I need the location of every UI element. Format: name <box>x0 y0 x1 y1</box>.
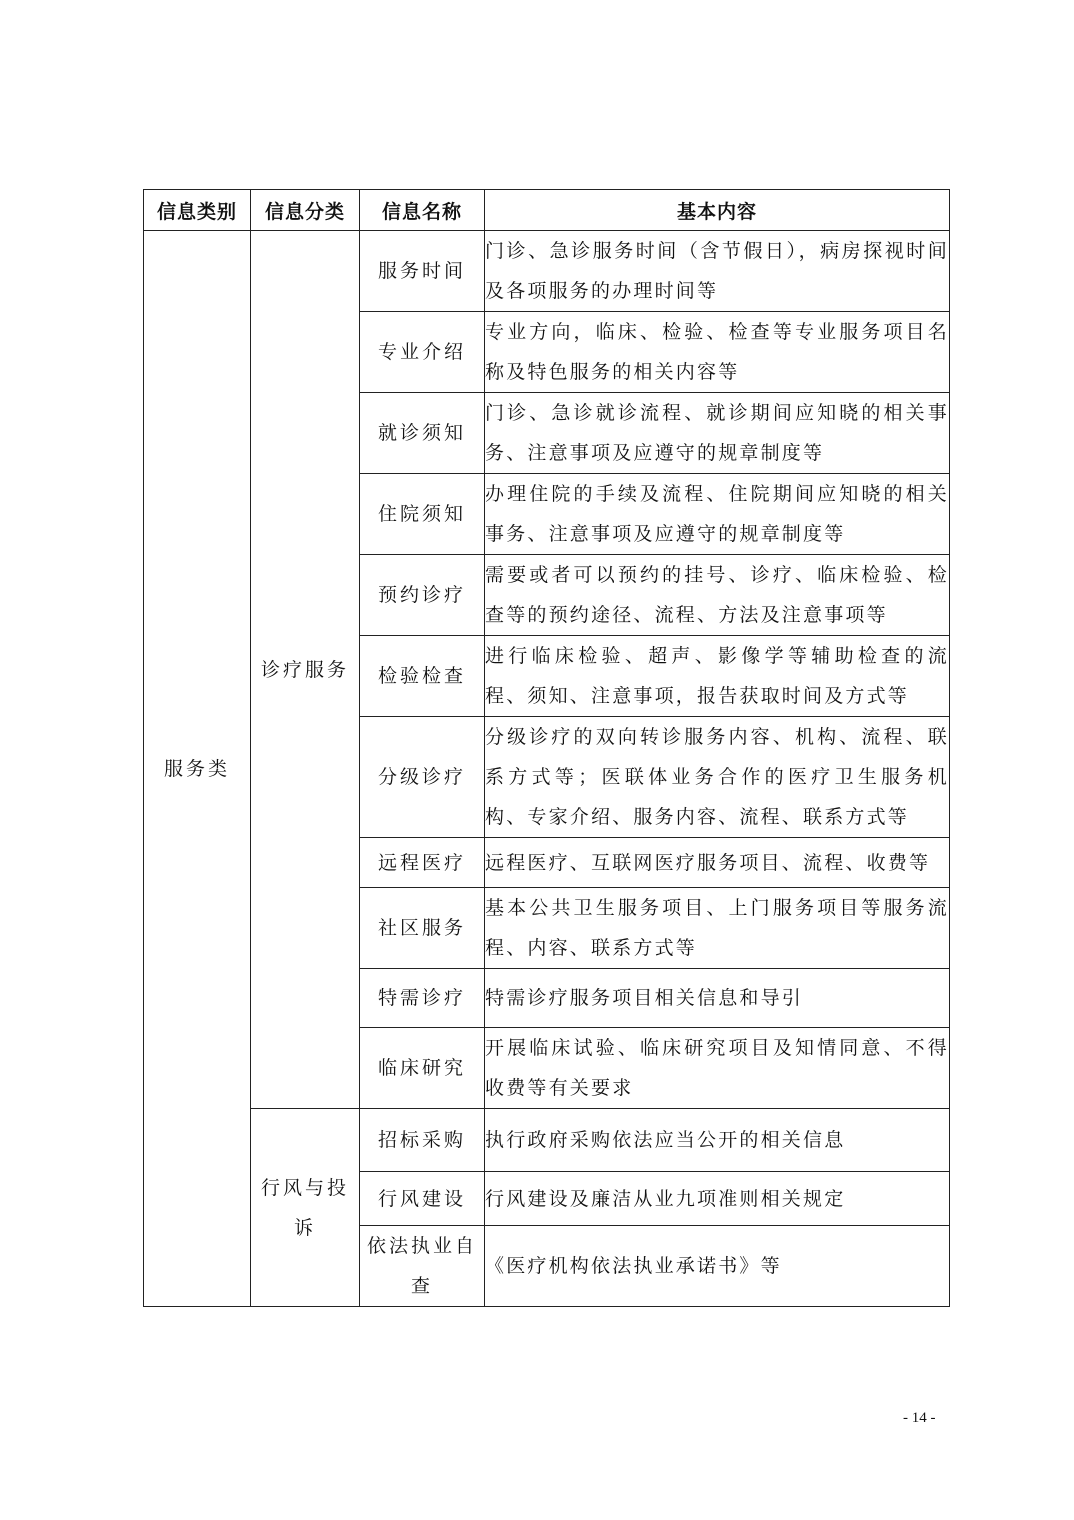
item-name: 临床研究 <box>360 1028 485 1109</box>
item-name: 预约诊疗 <box>360 555 485 636</box>
item-content: 执行政府采购依法应当公开的相关信息 <box>485 1109 950 1172</box>
item-content: 需要或者可以预约的挂号、诊疗、临床检验、检查等的预约途径、流程、方法及注意事项等 <box>485 555 950 636</box>
item-name: 社区服务 <box>360 888 485 969</box>
info-disclosure-table <box>143 189 950 1307</box>
table-row <box>144 1109 950 1172</box>
item-name: 招标采购 <box>360 1109 485 1172</box>
header-name: 信息名称 <box>360 190 485 231</box>
item-name: 依法执业自查 <box>360 1226 485 1307</box>
item-content: 专业方向，临床、检验、检查等专业服务项目名称及特色服务的相关内容等 <box>485 312 950 393</box>
item-name: 检验检查 <box>360 636 485 717</box>
item-content: 远程医疗、互联网医疗服务项目、流程、收费等 <box>485 838 950 888</box>
item-content: 进行临床检验、超声、影像学等辅助检查的流程、须知、注意事项，报告获取时间及方式等 <box>485 636 950 717</box>
item-content: 《医疗机构依法执业承诺书》等 <box>485 1226 950 1307</box>
item-content: 基本公共卫生服务项目、上门服务项目等服务流程、内容、联系方式等 <box>485 888 950 969</box>
header-category: 信息类别 <box>144 190 251 231</box>
subcategory-cell: 诊疗服务 <box>251 231 360 1109</box>
item-name: 住院须知 <box>360 474 485 555</box>
subcategory-cell: 行风与投诉 <box>251 1109 360 1307</box>
item-content: 门诊、急诊就诊流程、就诊期间应知晓的相关事务、注意事项及应遵守的规章制度等 <box>485 393 950 474</box>
page-number: - 14 - <box>903 1410 936 1426</box>
header-subcategory: 信息分类 <box>251 190 360 231</box>
item-content: 门诊、急诊服务时间（含节假日），病房探视时间及各项服务的办理时间等 <box>485 231 950 312</box>
item-content: 开展临床试验、临床研究项目及知情同意、不得收费等有关要求 <box>485 1028 950 1109</box>
item-name: 专业介绍 <box>360 312 485 393</box>
item-name: 就诊须知 <box>360 393 485 474</box>
item-name: 分级诊疗 <box>360 717 485 838</box>
item-name: 特需诊疗 <box>360 969 485 1028</box>
item-content: 特需诊疗服务项目相关信息和导引 <box>485 969 950 1028</box>
item-content: 行风建设及廉洁从业九项准则相关规定 <box>485 1172 950 1226</box>
table-header-row <box>144 190 950 231</box>
header-content: 基本内容 <box>485 190 950 231</box>
item-name: 行风建设 <box>360 1172 485 1226</box>
item-content: 分级诊疗的双向转诊服务内容、机构、流程、联系方式等；医联体业务合作的医疗卫生服务机构、专家介绍、服务内容、流程、联系方式等 <box>485 717 950 838</box>
table-row <box>144 231 950 312</box>
category-cell: 服务类 <box>144 231 251 1307</box>
item-name: 服务时间 <box>360 231 485 312</box>
item-name: 远程医疗 <box>360 838 485 888</box>
item-content: 办理住院的手续及流程、住院期间应知晓的相关事务、注意事项及应遵守的规章制度等 <box>485 474 950 555</box>
